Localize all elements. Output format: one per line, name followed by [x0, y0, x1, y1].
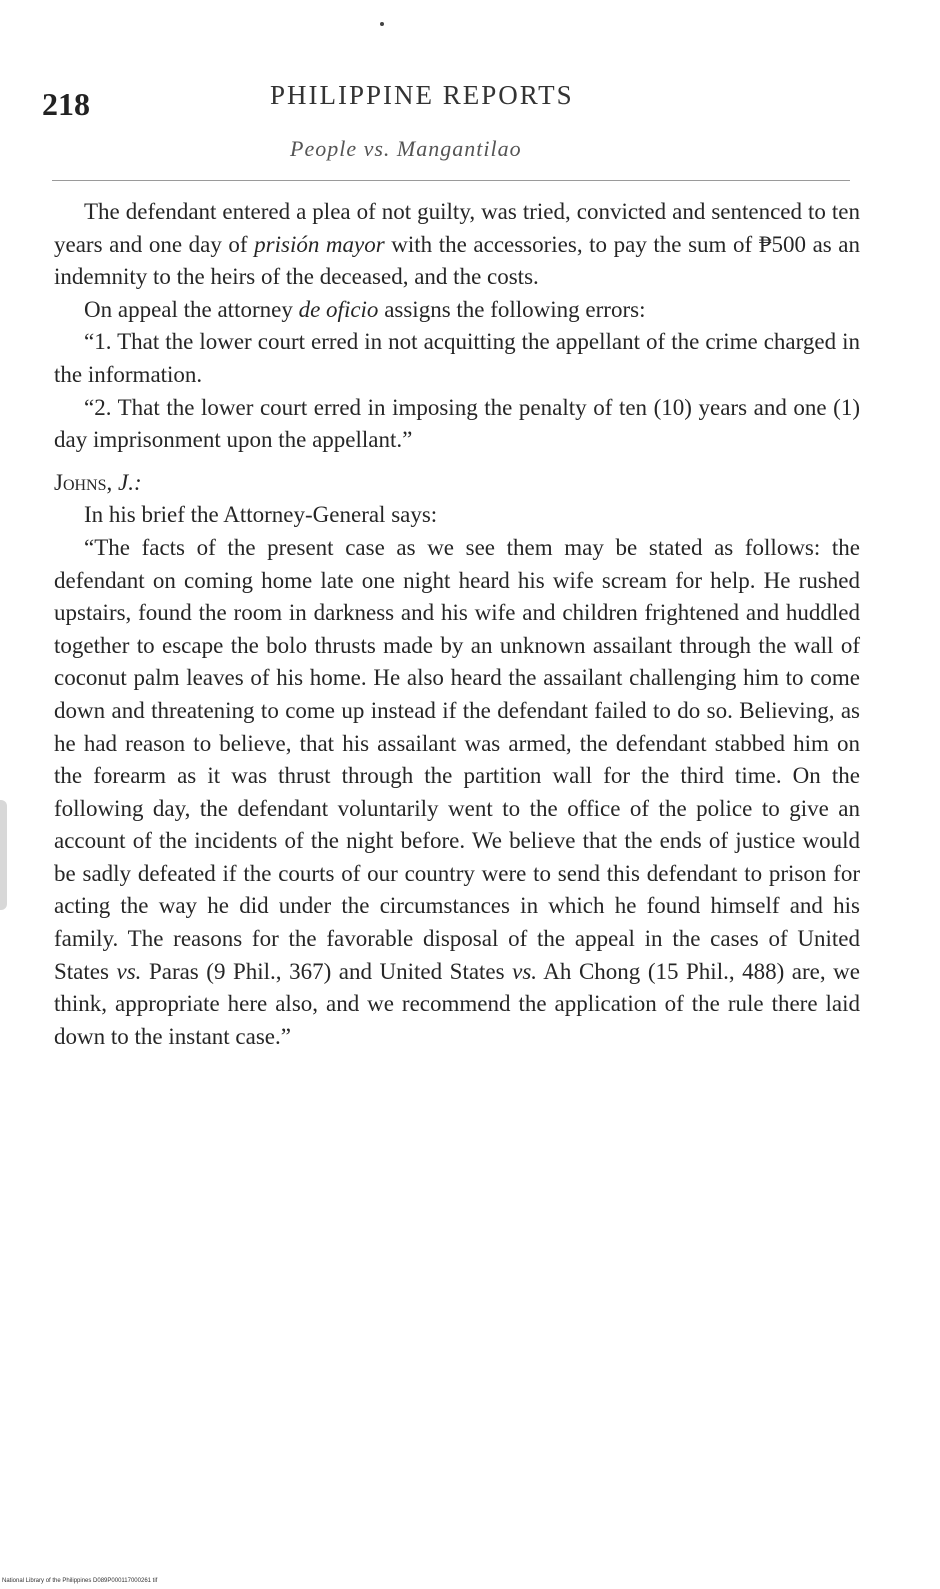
quote-vs-1: vs. — [116, 958, 142, 984]
case-vs: vs. — [363, 136, 391, 161]
paragraph-brief: In his brief the Attorney-General says: — [84, 502, 438, 528]
judge-name: Johns, — [54, 469, 119, 495]
quote-text-a: “The facts of the present case as we see them may be stated as follows: the defendant on coming home late one night heard his wife scream for help. He rushed upstairs, found the room in darkness and his wife and children frightened and huddled together to escape the bolo thrusts made by an unknown assailant through the wall of coconut palm leaves of his home. He also heard the assailant challenging him to come down and threatening to come up instead if the defendant failed to do so. Believing, as he had reason to believe, that his assailant was armed, the defendant stabbed him on the forearm as it was thrust through the partition wall for the third time. On the following day, the defendant voluntarily went to the office of the police to give an account of the incidents of the night before. We believe that the ends of justice would be sadly defeated if the courts of our country were to send this defendant to prison for acting the way he did under the circumstances in which he found himself and his family. The reasons for the favorable disposal of the appeal in the cases of United States — [54, 534, 860, 984]
quote-vs-2: vs. — [512, 958, 538, 984]
quote-text-c: Ah Chong (15 Phil., 488) are, we think, appropriate here also, and we recommend the application of the rule there laid down to the instant case.” — [54, 958, 860, 1049]
judge-title: J.: — [118, 469, 142, 495]
page-body — [54, 196, 860, 1053]
p2-italic: de oficio — [298, 296, 379, 322]
assigned-error-1: “1. That the lower court erred in not acquitting the appellant of the crime charged in the information. — [54, 329, 860, 387]
p2-text-b: assigns the following errors: — [378, 296, 646, 322]
assigned-error-2: “2. That the lower court erred in imposing the penalty of ten (10) years and one (1) day imprisonment upon the appellant.” — [54, 394, 860, 453]
case-title — [290, 136, 522, 162]
p2-text-a: On appeal the attorney — [84, 296, 299, 322]
quote-text-b: Paras (9 Phil., 367) and United States — [141, 958, 513, 984]
paragraph-appeal — [54, 294, 860, 327]
paragraph-quotation — [54, 532, 860, 1054]
p1-text-a: The defendant entered a plea of not guilty, was tried, convicted and sentenced to ten years and one day of — [54, 199, 860, 257]
p1-italic: prisión mayor — [254, 231, 385, 257]
judge-heading — [54, 467, 860, 500]
case-party-1: People — [290, 136, 358, 161]
running-title: PHILIPPINE REPORTS — [270, 80, 574, 110]
page-number: 218 — [42, 86, 90, 122]
case-party-2: Mangantilao — [396, 136, 522, 161]
paragraph-sentence — [54, 196, 860, 294]
page-edge-shadow — [0, 800, 7, 910]
footer-credit: National Library of the Philippines D089P000117000261 tif — [2, 1578, 158, 1584]
ink-dot — [380, 22, 384, 26]
header-rule — [52, 180, 850, 181]
p1-text-b: with the accessories, to pay the sum of ₱500 as an indemnity to the heirs of the deceased, and the costs. — [54, 231, 861, 290]
